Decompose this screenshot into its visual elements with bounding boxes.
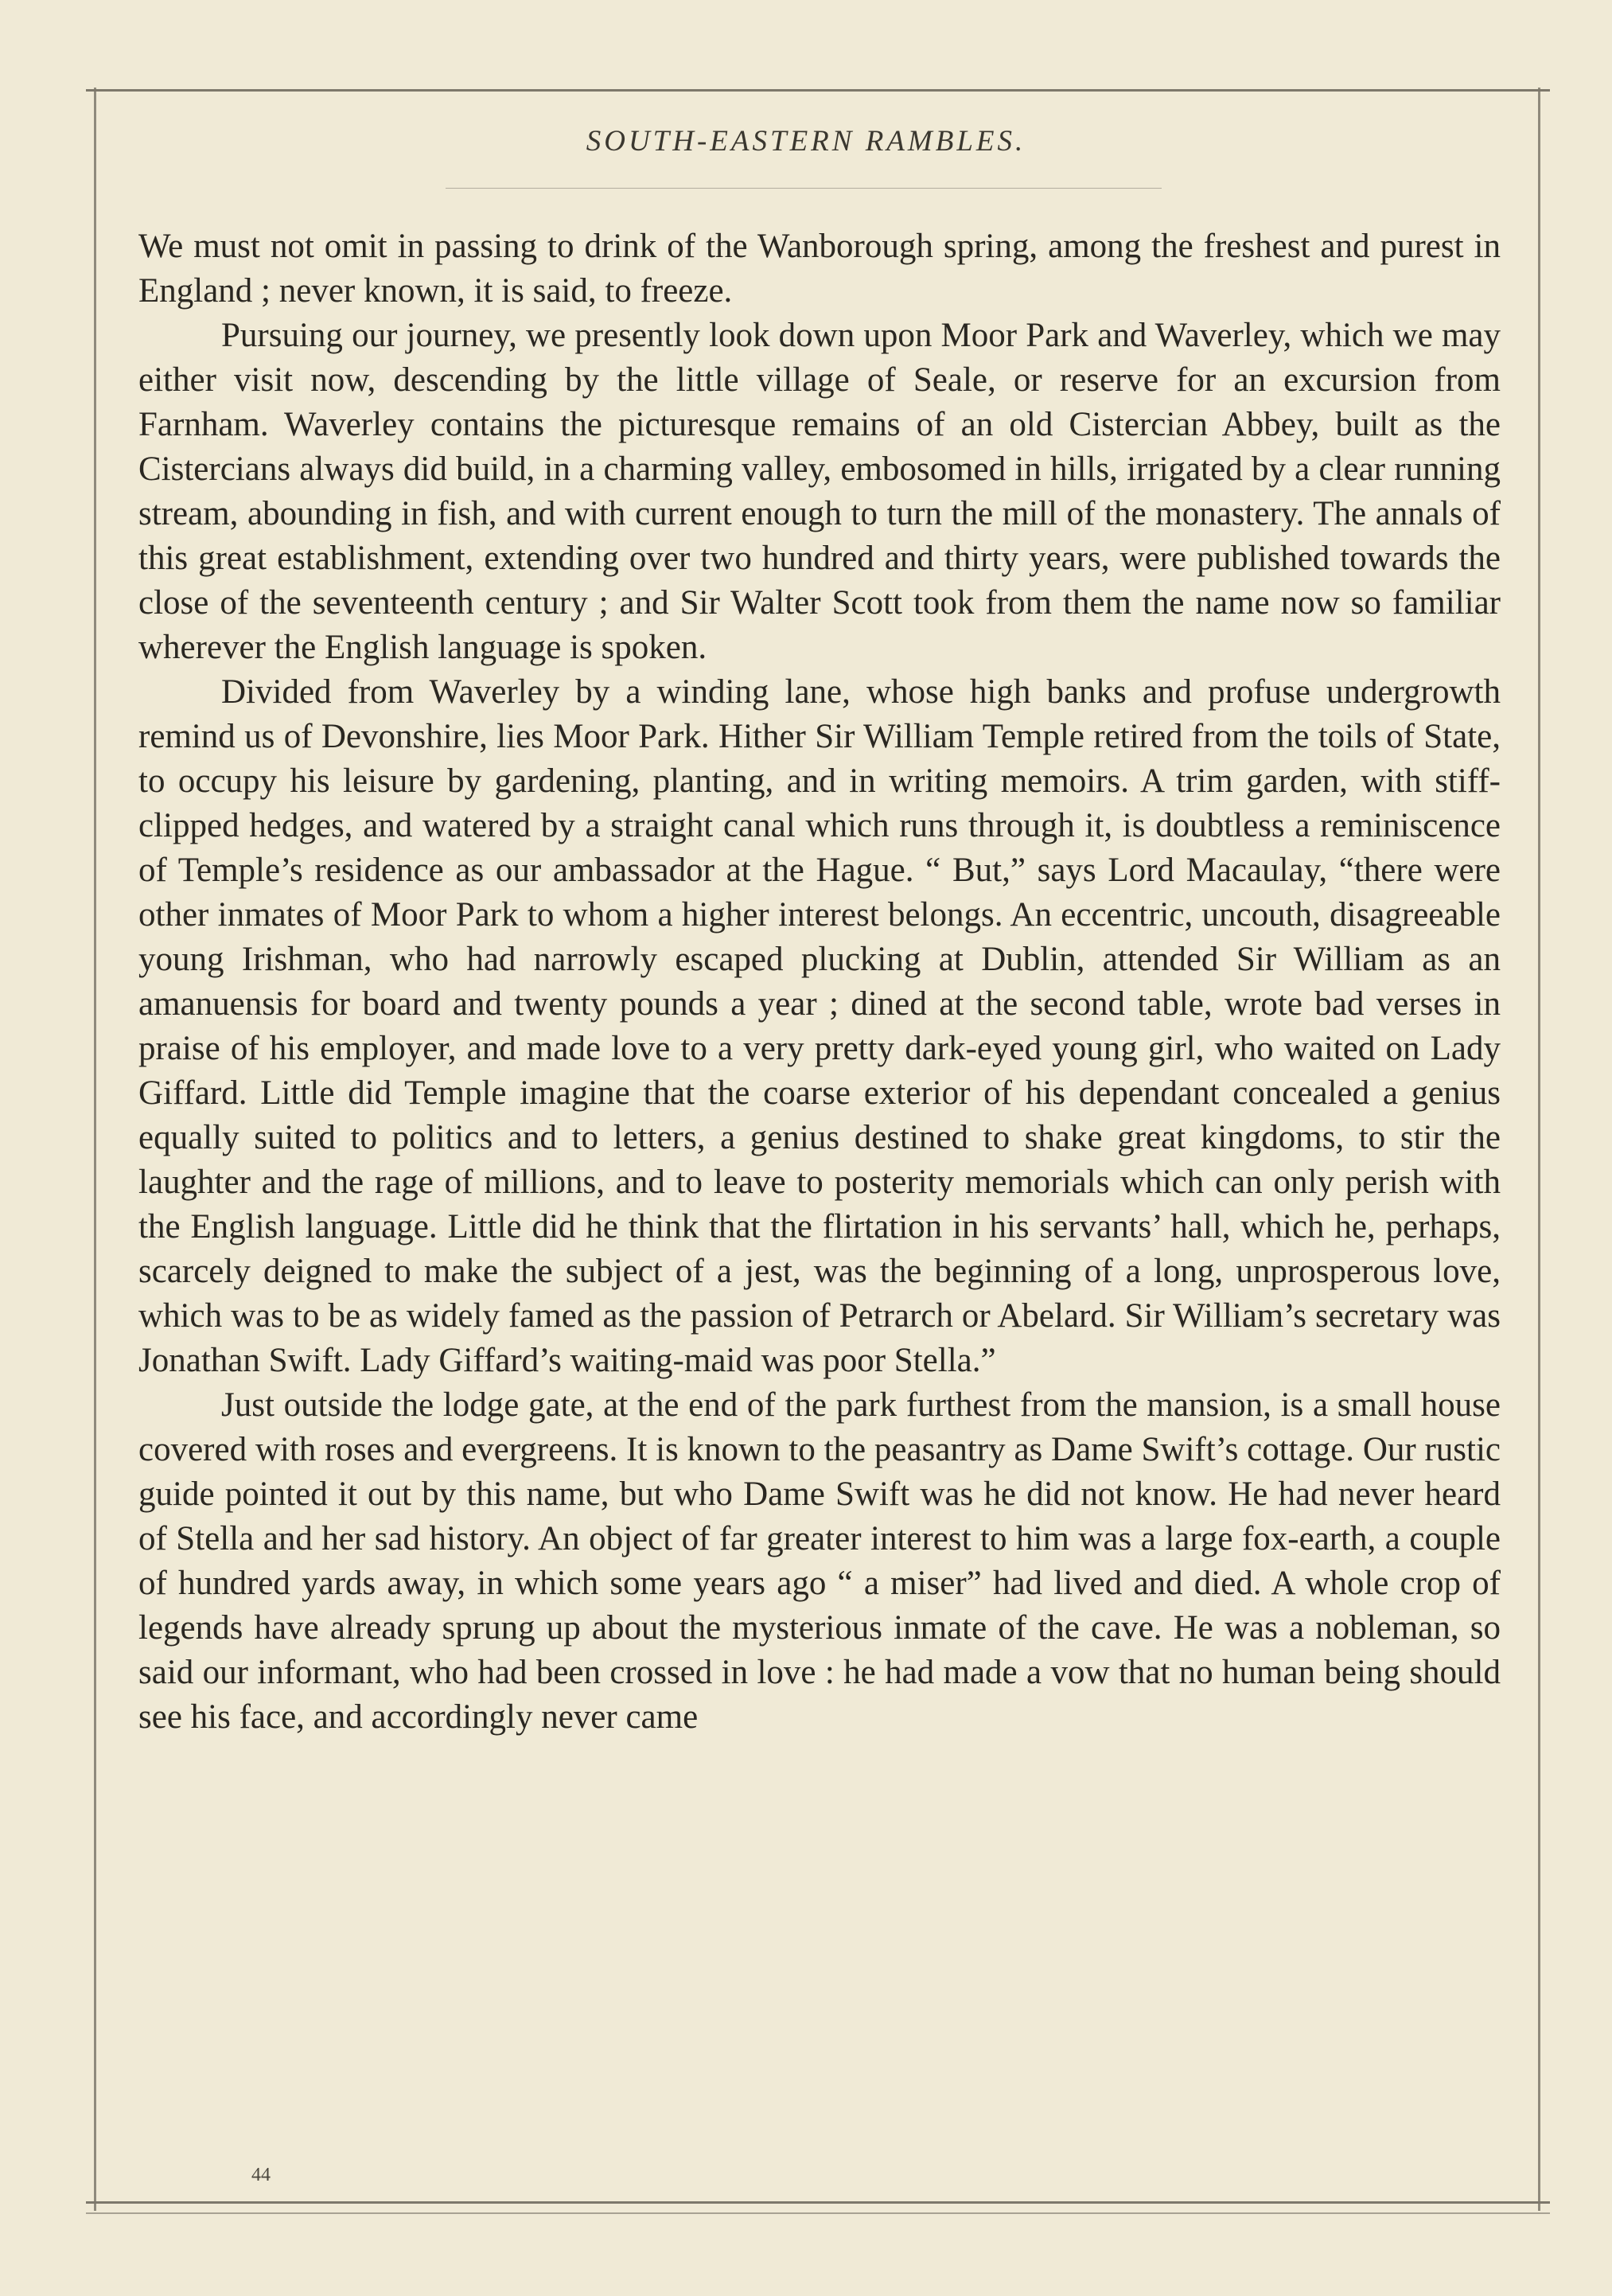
running-head: SOUTH-EASTERN RAMBLES. [586,125,1026,158]
page-number: 44 [251,2165,271,2185]
bottom-rule [86,2201,1550,2204]
paragraph-dame-swift: Just outside the lodge gate, at the end of the park furthest from the mansion, is a small house covered with roses and evergreens. It is known to the peasantry as Dame Swift’s cottage. Our rustic guide pointed it out by this name, but who Dame Swift was he did not know. He had never heard of Stella and her sad history. An object of far greater interest to him was a large fox-earth, a couple of hundred yards away, in which some years ago “ a miser” had lived and died. A whole crop of legends have already sprung up about the mysterious inmate of the cave. He was a nobleman, so said our informant, who had been crossed in love : he had made a vow that no human being should see his face, and accordingly never came [138,1386,1501,1736]
bottom-rule-inner [86,2212,1550,2214]
paragraph-wanborough: We must not omit in passing to drink of the Wanborough spring, among the freshest and purest in England ; never known, it is said, to freeze. [138,228,1501,310]
header-underline [446,188,1162,189]
paragraph-waverley: Pursuing our journey, we presently look down upon Moor Park and Waverley, which we may either visit now, descending by the little village of Seale, or reserve for an excursion from Farnham. Waverley contains the picturesque remains of an old Cistercian Abbey, built as the Cistercians always did build, in a charming valley, embosomed in hills, irrigated by a clear running stream, abounding in fish, and with current enough to turn the mill of the monastery. The annals of this great establishment, extending over two hundred and thirty years, were published towards the close of the seventeenth century ; and Sir Walter Scott took from them the name now so familiar wherever the English language is spoken. [138,317,1501,666]
body-text [138,224,1501,1740]
top-rule [86,89,1550,92]
paragraph-moor-park: Divided from Waverley by a winding lane, whose high banks and profuse undergrowth remind us of Devonshire, lies Moor Park. Hither Sir William Temple retired from the toils of State, to occupy his leisure by gardening, planting, and in writing memoirs. A trim garden, with stiff-clipped hedges, and watered by a straight canal which runs through it, is doubtless a reminiscence of Temple’s residence as our ambassador at the Hague. “ But,” says Lord Macaulay, “there were other inmates of Moor Park to whom a higher interest belongs. An eccentric, uncouth, disagreeable young Irishman, who had narrowly escaped plucking at Dublin, attended Sir William as an amanuensis for board and twenty pounds a year ; dined at the second table, wrote bad verses in praise of his employer, and made love to a very pretty dark-eyed young girl, who waited on Lady Giffard. Little did Temple imagine that the coarse exterior of his dependant concealed a genius equally suited to politics and to letters, a genius destined to shake great kingdoms, to stir the laughter and the rage of millions, and to leave to posterity memorials which can only perish with the English language. Little did he think that the flirtation in his servants’ hall, which he, perhaps, scarcely deigned to make the subject of a jest, was the beginning of a long, unprosperous love, which was to be as widely famed as the passion of Petrarch or Abelard. Sir William’s secretary was Jonathan Swift. Lady Giffard’s waiting-maid was poor Stella.” [138,673,1501,1379]
